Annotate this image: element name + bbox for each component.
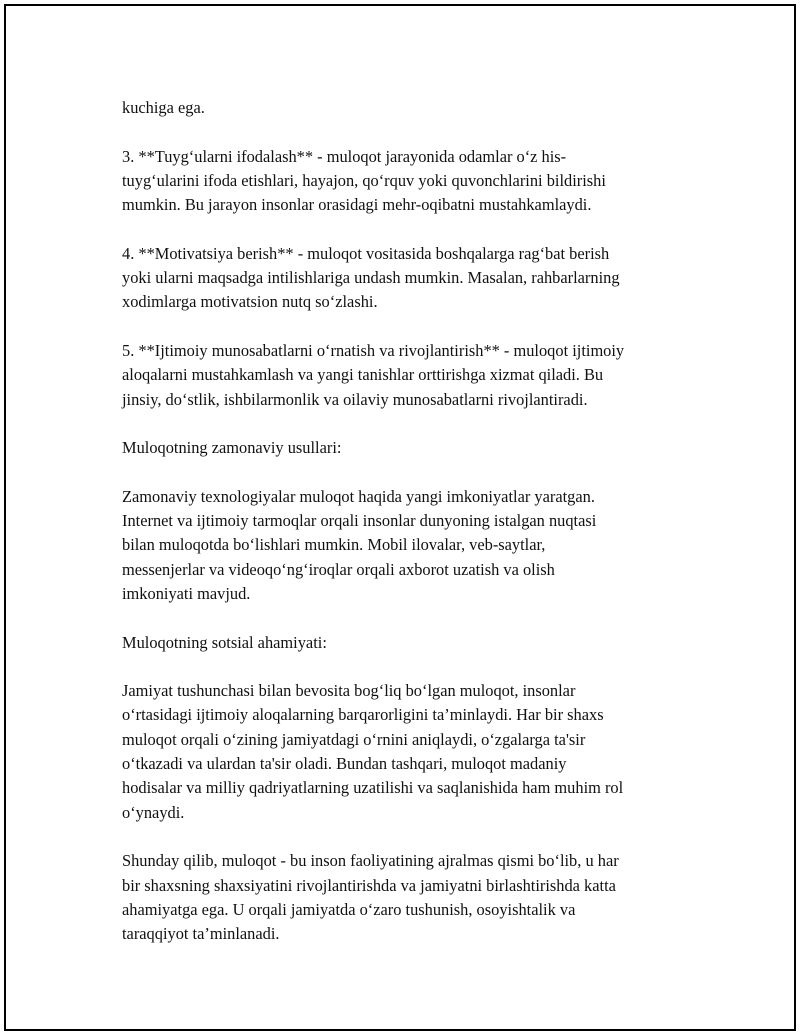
- document-paragraph: [122, 339, 692, 412]
- text-line: o‘tkazadi va ulardan ta'sir oladi. Bundan tashqari, muloqot madaniy: [122, 754, 567, 774]
- document-paragraph: [122, 631, 692, 655]
- text-line: aloqalarni mustahkamlash va yangi tanishlar orttirishga xizmat qiladi. Bu: [122, 365, 604, 385]
- document-paragraph: [122, 145, 692, 218]
- text-line: yoki ularni maqsadga intilishlariga undash mumkin. Masalan, rahbarlarning: [122, 268, 620, 288]
- document-page: [4, 4, 796, 1031]
- text-line: bilan muloqotda bo‘lishlari mumkin. Mobil ilovalar, veb-saytlar,: [122, 535, 546, 555]
- document-body: [122, 96, 692, 946]
- text-line: Muloqotning sotsial ahamiyati:: [122, 632, 327, 652]
- text-line: tuyg‘ularini ifoda etishlari, hayajon, qo‘rquv yoki quvonchlarini bildirishi: [122, 170, 606, 190]
- text-line: jinsiy, do‘stlik, ishbilarmonlik va oilaviy munosabatlarni rivojlantiradi.: [122, 389, 588, 409]
- text-line: o‘ynaydi.: [122, 802, 185, 822]
- text-line: Muloqotning zamonaviy usullari:: [122, 438, 342, 458]
- document-paragraph: [122, 485, 692, 606]
- text-line: xodimlarga motivatsion nutq so‘zlashi.: [122, 292, 378, 312]
- text-line: messenjerlar va videoqo‘ng‘iroqlar orqali axborot uzatish va olish: [122, 559, 555, 579]
- text-line: Zamonaviy texnologiyalar muloqot haqida yangi imkoniyatlar yaratgan.: [122, 486, 595, 506]
- text-line: kuchiga ega.: [122, 98, 205, 117]
- text-line: muloqot orqali o‘zining jamiyatdagi o‘rnini aniqlaydi, o‘zgalarga ta'sir: [122, 729, 586, 749]
- text-line: Shunday qilib, muloqot - bu inson faoliyatining ajralmas qismi bo‘lib, u har: [122, 851, 619, 871]
- text-line: Jamiyat tushunchasi bilan bevosita bog‘liq bo‘lgan muloqot, insonlar: [122, 681, 576, 701]
- document-paragraph: [122, 96, 692, 120]
- text-line: ahamiyatga ega. U orqali jamiyatda o‘zaro tushunish, osoyishtalik va: [122, 899, 576, 919]
- text-line: imkoniyati mavjud.: [122, 583, 251, 603]
- text-line: 4. **Motivatsiya berish** - muloqot vositasida boshqalarga rag‘bat berish: [122, 243, 610, 263]
- text-line: bir shaxsning shaxsiyatini rivojlantirishda va jamiyatni birlashtirishda katta: [122, 875, 616, 895]
- text-line: o‘rtasidagi ijtimoiy aloqalarning barqarorligini ta’minlaydi. Har bir shaxs: [122, 705, 604, 725]
- text-line: 3. **Tuyg‘ularni ifodalash** - muloqot jarayonida odamlar o‘z his-: [122, 146, 567, 166]
- text-line: Internet va ijtimoiy tarmoqlar orqali insonlar dunyoning istalgan nuqtasi: [122, 511, 597, 531]
- document-paragraph: [122, 849, 692, 946]
- document-paragraph: [122, 679, 692, 825]
- document-paragraph: [122, 242, 692, 315]
- text-line: hodisalar va milliy qadriyatlarning uzatilishi va saqlanishida ham muhim rol: [122, 778, 624, 798]
- text-line: mumkin. Bu jarayon insonlar orasidagi mehr-oqibatni mustahkamlaydi.: [122, 195, 592, 215]
- document-paragraph: [122, 436, 692, 460]
- text-line: 5. **Ijtimoiy munosabatlarni o‘rnatish va rivojlantirish** - muloqot ijtimoiy: [122, 340, 625, 360]
- text-line: taraqqiyot ta’minlanadi.: [122, 924, 280, 944]
